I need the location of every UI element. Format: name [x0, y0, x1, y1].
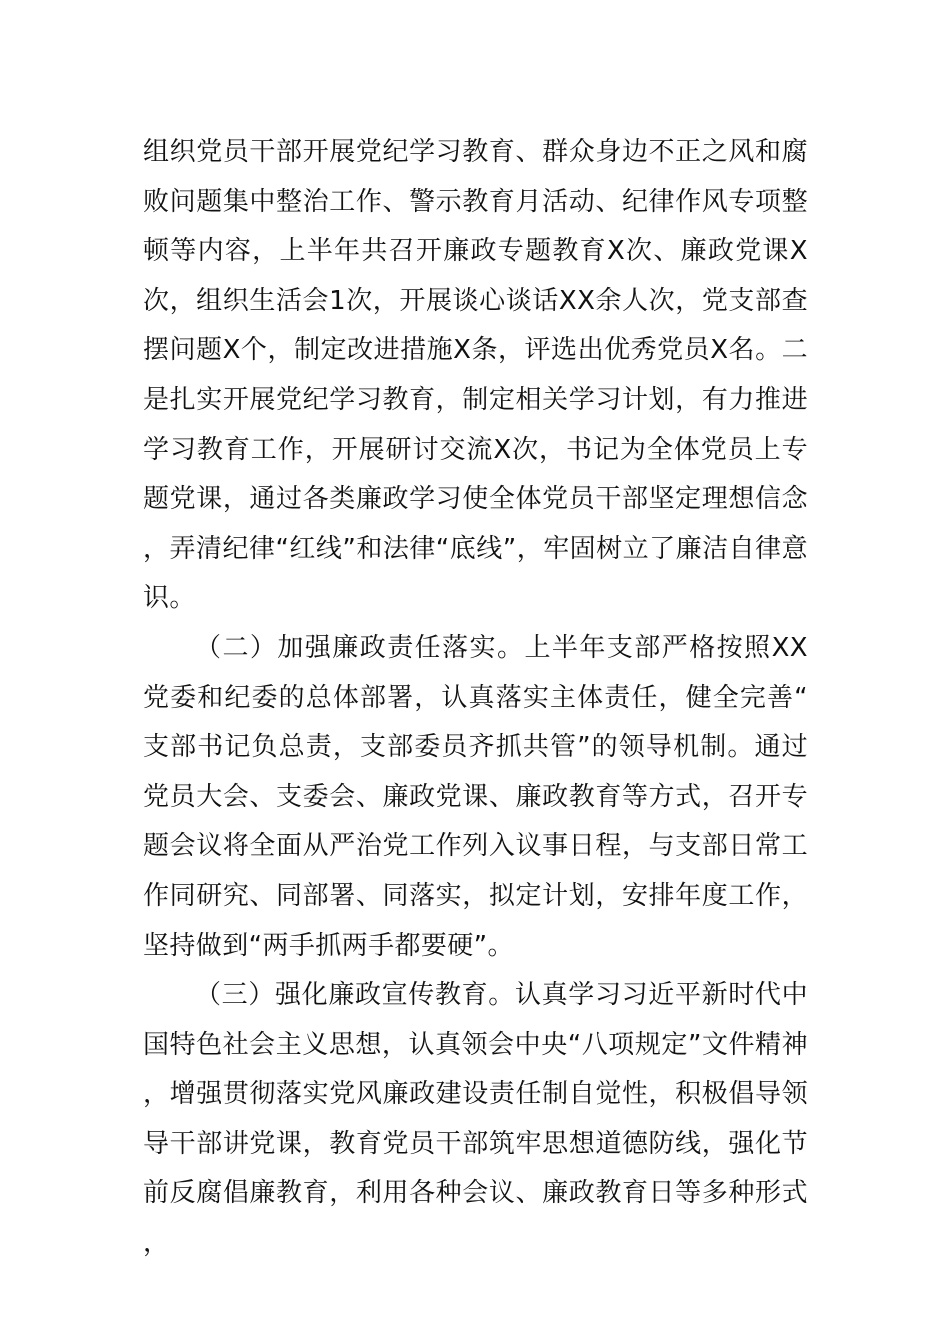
paragraph-3: （三）强化廉政宣传教育。认真学习习近平新时代中国特色社会主义思想，认真领会中央“八项规定”文件精神，增强贯彻落实党风廉政建设责任制自觉性，积极倡导领导干部讲党课，教育党员干部筑牢思想道德防线，强化节前反腐倡廉教育，利用各种会议、廉政教育日等多种形式， [143, 980, 808, 1259]
paragraph-2: （二）加强廉政责任落实。上半年支部严格按照XX党委和纪委的总体部署，认真落实主体责任，健全完善“支部书记负总责，支部委员齐抓共管”的领导机制。通过党员大会、支委会、廉政党课、廉政教育等方式，召开专题会议将全面从严治党工作列入议事日程，与支部日常工作同研究、同部署、同落实，拟定计划，安排年度工作，坚持做到“两手抓两手都要硬”。 [143, 632, 808, 961]
document-body [143, 128, 808, 1269]
paragraph-1: 组织党员干部开展党纪学习教育、群众身边不正之风和腐败问题集中整治工作、警示教育月活动、纪律作风专项整顿等内容，上半年共召开廉政专题教育X次、廉政党课X次，组织生活会1次，开展谈心谈话XX余人次，党支部查摆问题X个，制定改进措施X条，评选出优秀党员X名。二是扎实开展党纪学习教育，制定相关学习计划，有力推进学习教育工作，开展研讨交流X次，书记为全体党员上专题党课，通过各类廉政学习使全体党员干部坚定理想信念，弄清纪律“红线”和法律“底线”，牢固树立了廉洁自律意识。 [143, 137, 808, 614]
